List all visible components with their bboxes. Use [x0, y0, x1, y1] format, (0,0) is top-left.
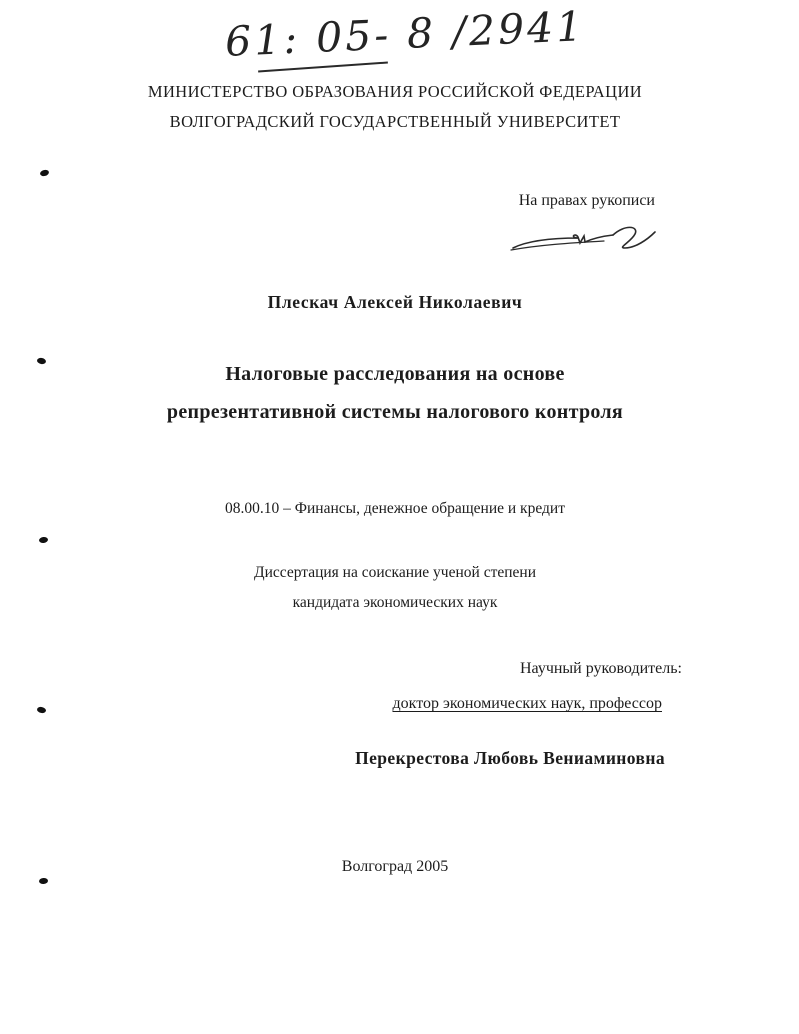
- degree-statement: [0, 558, 790, 618]
- supervisor-label: Научный руководитель:: [519, 660, 682, 677]
- signature-icon: [509, 218, 659, 266]
- signature-image: [509, 218, 659, 266]
- degree-line-1: Диссертация на соискание ученой степени: [254, 564, 536, 581]
- ink-dot-artifact: [36, 706, 46, 714]
- ink-dot-artifact: [39, 169, 49, 177]
- manuscript-rights-note: На правах рукописи: [518, 192, 655, 209]
- dissertation-title: [0, 355, 790, 431]
- supervisor-degree: доктор экономических наук, профессор: [392, 695, 662, 712]
- handwritten-catalog-number: 61: 05- 8 /2941: [224, 2, 587, 66]
- title-line-1: Налоговые расследования на основе: [225, 363, 565, 385]
- specialty-code: 08.00.10 – Финансы, денежное обращение и кредит: [225, 500, 565, 517]
- ink-dot-artifact: [39, 878, 48, 885]
- university-line: ВОЛГОГРАДСКИЙ ГОСУДАРСТВЕННЫЙ УНИВЕРСИТЕТ: [169, 112, 621, 131]
- ink-dot-artifact: [39, 536, 49, 543]
- city-year: Волгоград 2005: [341, 858, 449, 875]
- title-line-2: репрезентативной системы налогового контроля: [166, 401, 624, 423]
- ministry-line: МИНИСТЕРСТВО ОБРАЗОВАНИЯ РОССИЙСКОЙ ФЕДЕРАЦИИ: [147, 82, 643, 101]
- supervisor-name: Перекрестова Любовь Вениаминовна: [355, 748, 665, 768]
- author-name: Плескач Алексей Николаевич: [267, 292, 523, 312]
- degree-line-2: кандидата экономических наук: [292, 594, 498, 611]
